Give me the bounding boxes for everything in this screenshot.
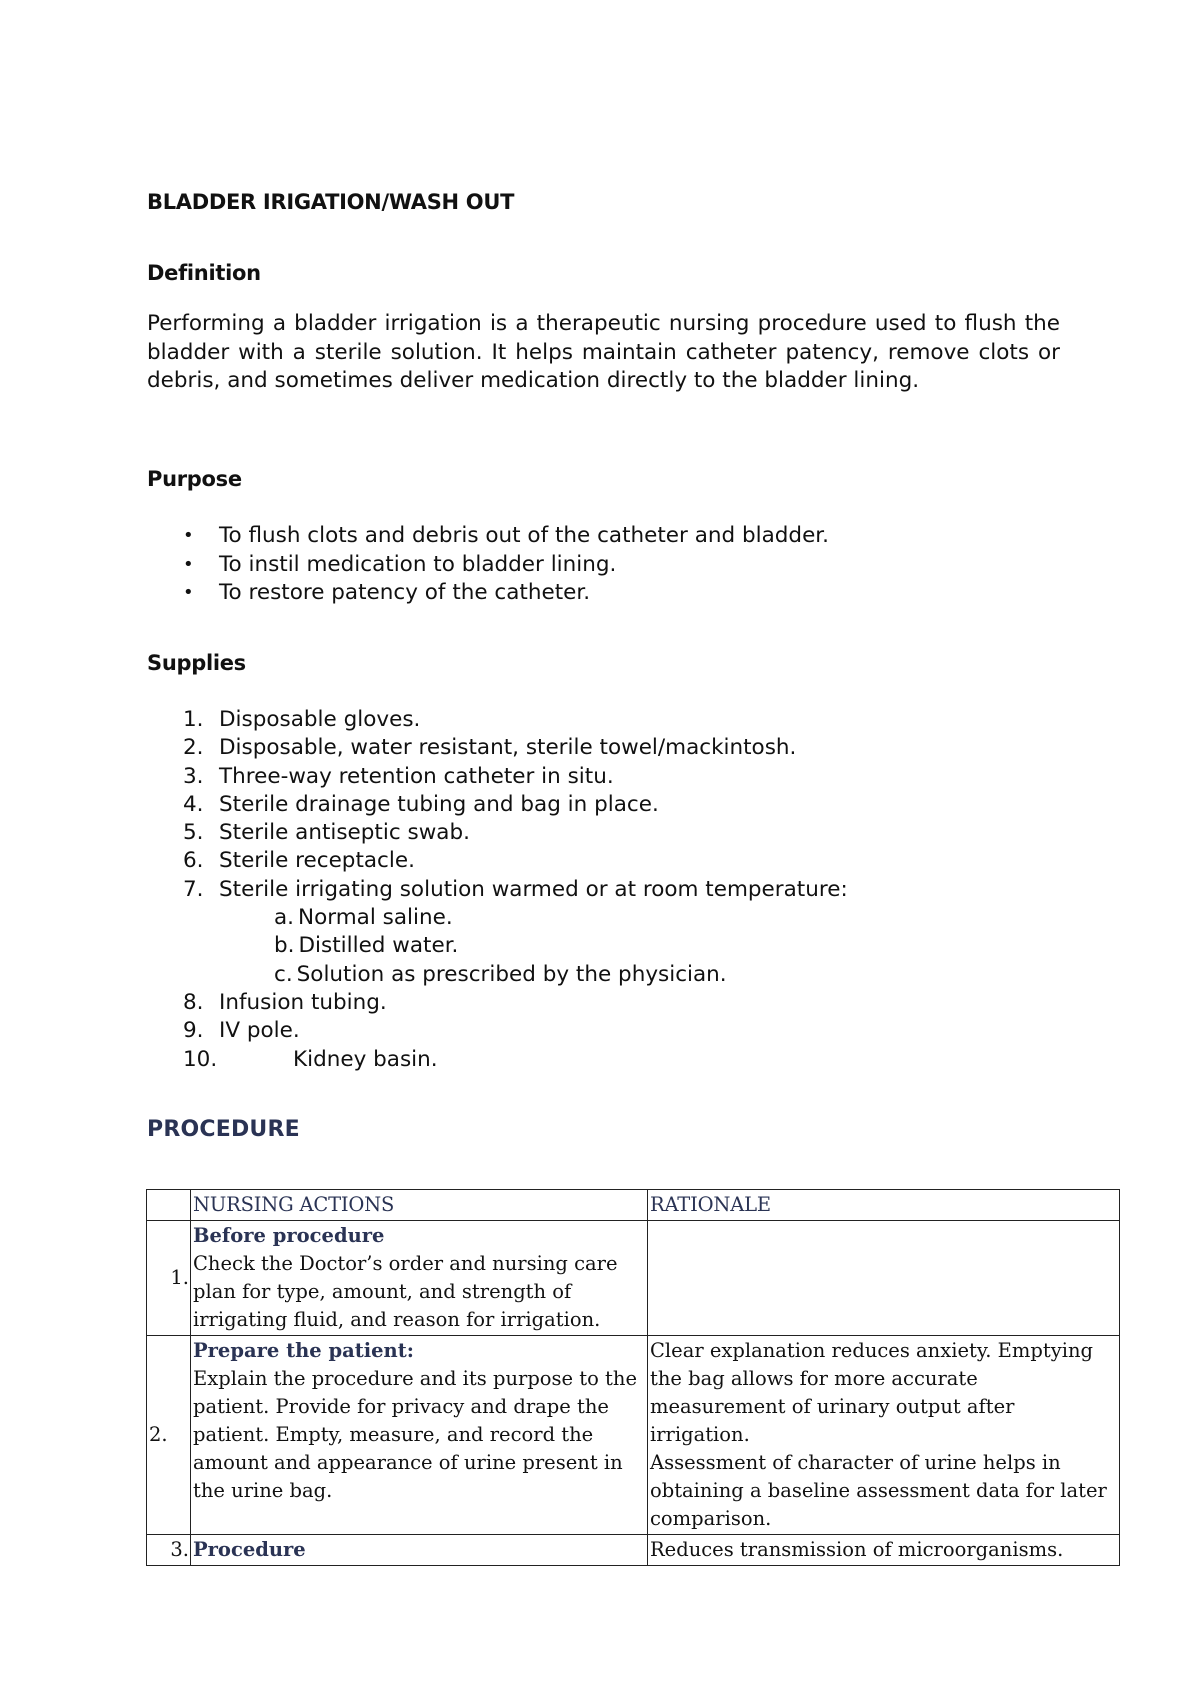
nursing-action-cell — [191, 1336, 648, 1535]
supplies-list — [147, 706, 848, 1074]
definition-text: Performing a bladder irrigation is a therapeutic nursing procedure used to flush the bladder with a sterile solution. It helps maintain catheter patency, remove clots or debris, and sometimes deliver medication directly to the bladder lining. — [147, 311, 1060, 393]
purpose-item: • To instil medication to bladder lining. — [147, 551, 829, 580]
table-row — [147, 1221, 1120, 1336]
column-header-rationale: RATIONALE — [648, 1190, 1120, 1221]
table-header-cell-empty — [147, 1190, 191, 1221]
purpose-item: • To flush clots and debris out of the catheter and bladder. — [147, 522, 829, 551]
supply-item: 7. Sterile irrigating solution warmed or at room temperature: — [183, 876, 848, 902]
supply-subitem: b. Distilled water. — [274, 933, 459, 959]
supply-item: 9. IV pole. — [183, 1018, 300, 1044]
procedure-table — [146, 1189, 1120, 1566]
supply-item: 4. Sterile drainage tubing and bag in place. — [183, 791, 659, 817]
purpose-list — [147, 522, 829, 608]
table-row — [147, 1336, 1120, 1535]
purpose-item: • To restore patency of the catheter. — [147, 579, 829, 608]
supply-item: 10. Kidney basin. — [183, 1046, 438, 1072]
action-text: Check the Doctor’s order and nursing care plan for type, amount, and strength of irrigating fluid, and reason for irrigation. — [193, 1252, 618, 1331]
bullet-icon: • — [183, 525, 194, 546]
nursing-action-cell — [191, 1535, 648, 1566]
supply-item: 2. Disposable, water resistant, sterile towel/mackintosh. — [183, 735, 797, 761]
table-row — [147, 1535, 1120, 1566]
column-header-actions: NURSING ACTIONS — [191, 1190, 648, 1221]
row-number: 2. — [147, 1336, 191, 1535]
supply-subitem: c. Solution as prescribed by the physician. — [274, 961, 727, 987]
supplies-heading: Supplies — [147, 651, 246, 675]
row-number: 3. — [147, 1535, 191, 1566]
purpose-heading: Purpose — [147, 467, 242, 491]
nursing-action-cell — [191, 1221, 648, 1336]
rationale-cell: Clear explanation reduces anxiety. Emptying the bag allows for more accurate measurement of urinary output after irrigation. Assessment of character of urine helps in obtaining a baseline assessment data for later comparison. — [648, 1336, 1120, 1535]
action-heading: Before procedure — [193, 1224, 385, 1247]
definition-heading: Definition — [147, 261, 261, 285]
supply-item: 3. Three-way retention catheter in situ. — [183, 763, 614, 789]
action-heading: Procedure — [193, 1538, 306, 1561]
bullet-icon: • — [183, 553, 194, 575]
supply-item: 8. Infusion tubing. — [183, 989, 387, 1015]
procedure-heading: PROCEDURE — [147, 1117, 300, 1142]
action-heading: Prepare the patient: — [193, 1339, 414, 1362]
document-title: BLADDER IRIGATION/WASH OUT — [147, 190, 515, 214]
row-number: 1. — [147, 1221, 191, 1336]
table-header-row — [147, 1190, 1120, 1221]
supply-item: 6. Sterile receptacle. — [183, 848, 415, 874]
supply-item: 1. Disposable gloves. — [183, 707, 421, 732]
action-text: Explain the procedure and its purpose to the patient. Provide for privacy and drape the patient. Empty, measure, and record the amount and appearance of urine present in the urine bag. — [193, 1367, 637, 1502]
bullet-icon: • — [183, 582, 194, 603]
rationale-cell — [648, 1221, 1120, 1336]
supply-item: 5. Sterile antiseptic swab. — [183, 820, 470, 846]
rationale-cell: Reduces transmission of microorganisms. — [648, 1535, 1120, 1566]
supply-subitem: a. Normal saline. — [274, 905, 453, 931]
